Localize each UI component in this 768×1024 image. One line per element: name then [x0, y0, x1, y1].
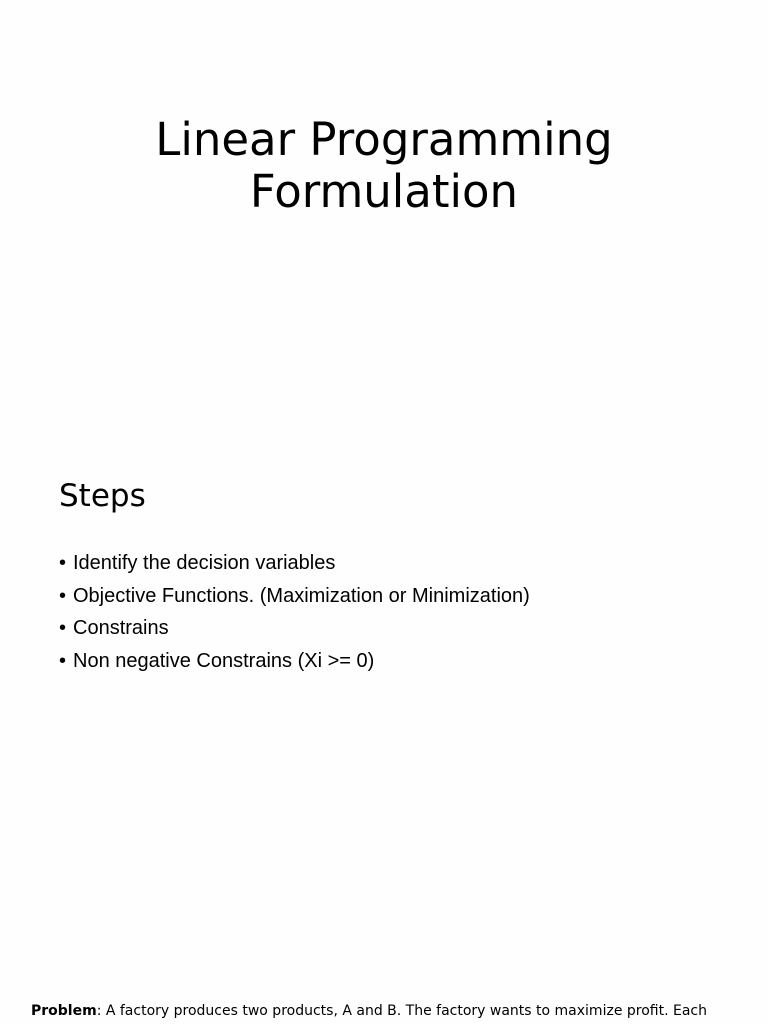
steps-list — [59, 547, 530, 677]
bullet-icon: • — [59, 584, 67, 607]
title-line-1: Linear Programming — [155, 113, 613, 166]
list-item-text: Constrains — [73, 617, 169, 639]
bullet-icon: • — [59, 649, 67, 672]
list-item-text: Identify the decision variables — [73, 552, 336, 574]
problem-statement — [31, 1001, 751, 1021]
list-item-text: Non negative Constrains (Xi >= 0) — [73, 649, 375, 672]
steps-heading: Steps — [59, 478, 146, 514]
bullet-icon: • — [59, 617, 67, 639]
list-item — [59, 580, 530, 613]
problem-label: Problem — [31, 1003, 97, 1019]
title-line-2: Formulation — [249, 165, 519, 218]
list-item — [59, 547, 530, 580]
list-item-text: Objective Functions. (Maximization or Minimization) — [73, 584, 530, 607]
list-item — [59, 645, 530, 678]
page-title — [0, 114, 768, 218]
problem-text: : A factory produces two products, A and B. The factory wants to maximize profit. Each — [96, 1003, 707, 1019]
list-item — [59, 612, 530, 645]
bullet-icon: • — [59, 552, 67, 574]
